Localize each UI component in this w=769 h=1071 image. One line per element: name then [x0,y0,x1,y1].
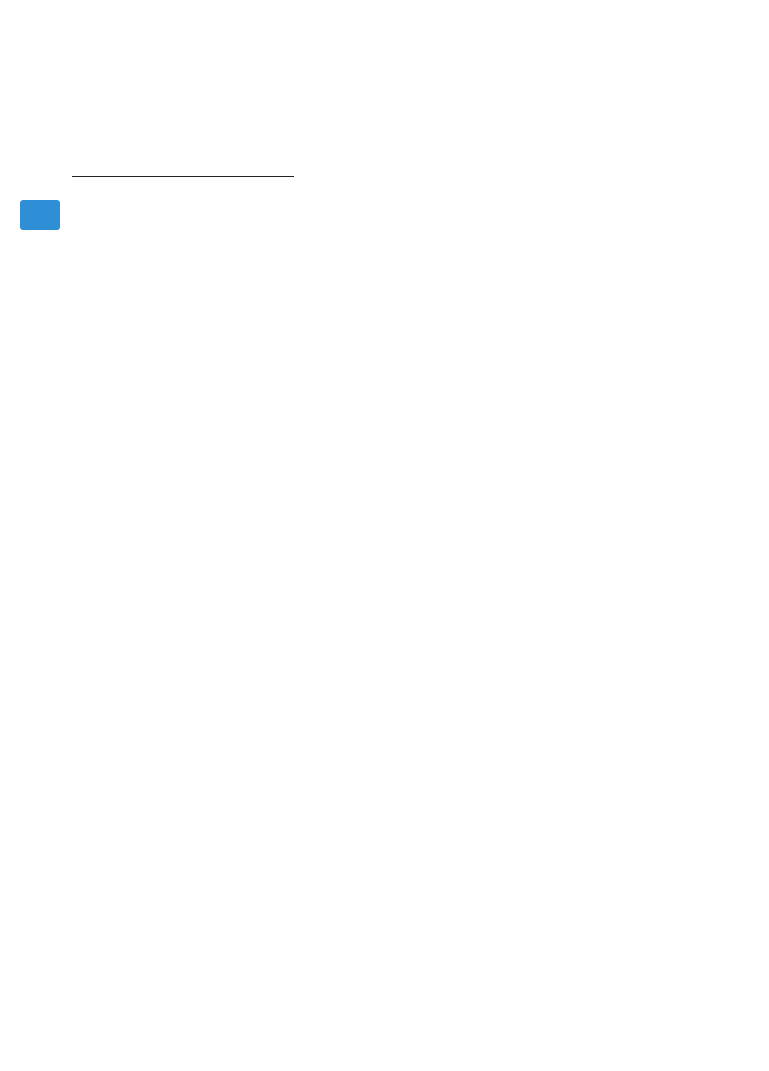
question-answer-field[interactable] [72,160,294,177]
pantheon-question [58,158,758,182]
task-number-badge [20,200,60,230]
